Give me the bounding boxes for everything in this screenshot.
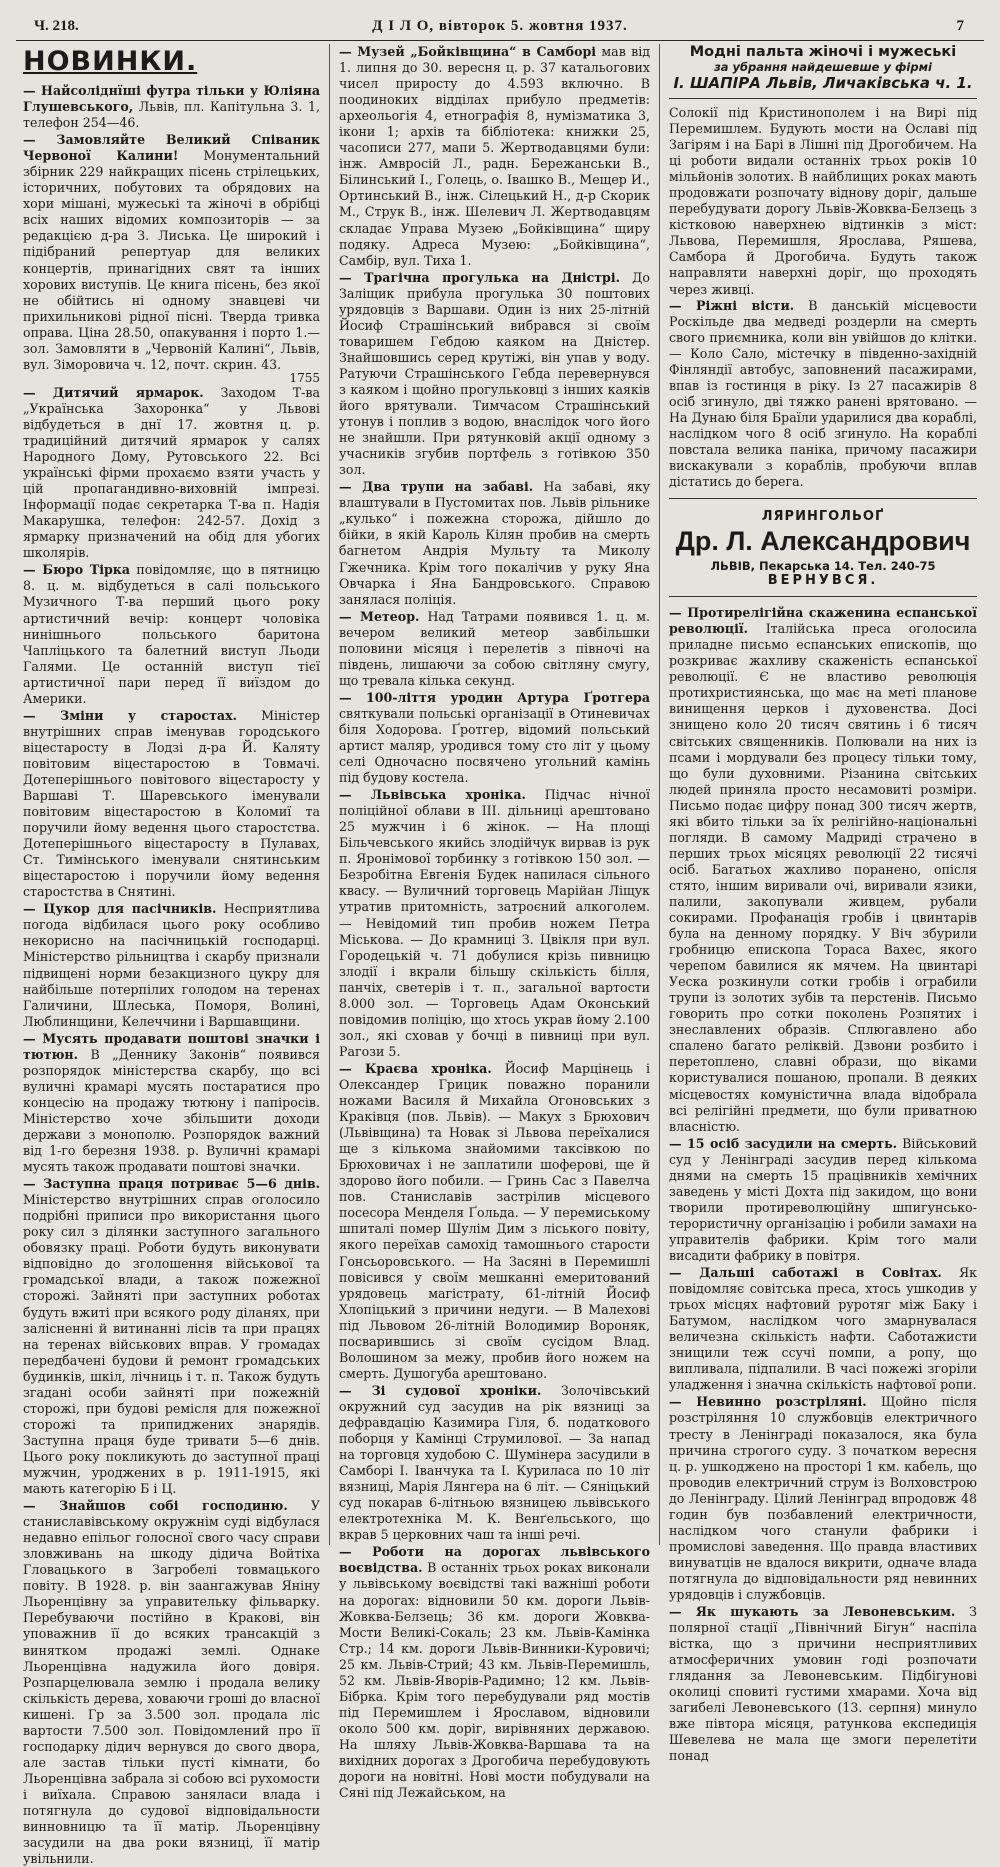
news-item-body: Золочівський окружний суд засудив на рік вязниці за дефравдацію Казимира Гіля, б. податкового поборця у Камінці Струмилової. — За напад на торговця худобою С. Шумінера засудили в Самборі І. Іванчука та І. Куриласа по 10 літ вязниці, Марія Лянгера на 6 літ. — Сяніцький суд покарав 6-літньою вязницею львівського електротехніка М. К. Венґельського, що вкрав 5 церковних чаш та інші речі. (339, 1382, 651, 1543)
news-item-body: У станиславівському окружнім суді відбулася недавно епільог голосної свого часу справи зловживань на шкоду дідича Войтіха Гловацького в Загробелі товмацького повіту. В 1928. р. він заангажував Яніну Льоренцівну за управительку фільварку. Перебуваючи постійно в Кракові, він уповажнив її до всяких трансакцій з винятком продажі землі. Однаке Льоренцівна надужила його довіря. Розпарцелювала землю і продала велику скількість дерева, ховаючи гроші до власної кишені. Гр за 3.500 зол. продала ліс вартости 7.500 зол. Повідомлений про її господарку дідич вернувся до свого двора, але застав тільки пусті кімнати, бо Льоренцівна забрала зі собою всі рухомости і виїхала. Справою заняласи влада і потягнула до судової відповідальности винновницю та її матір. Льоренцівну засудили на два роки вязниці, її матір увільнили. (23, 1498, 320, 1867)
news-item-body: повідомляє, що в пятницю 8. ц. м. відбудеться в салі польського Музичного Т-ва перший цього року артистичний вечір: концерт чоловіка нинішнього польського баритона Чапліцького та балетний виступ Льоди Галями. Це останній виступ тієї артистичної пари перед її виїздом до Америки. (23, 562, 320, 706)
news-item-heading: — Два трупи на забаві. (339, 479, 534, 495)
news-item-body: Військовий суд у Ленінграді засудив перед кількома днями на смерть 15 працівників хемічних заведень у місті Дохта під закидом, що вони творили протиреволюційну шпигунсько-терористичну організацію і робили замахи на управителів фабрики. Крім того мали висадити фабрику в повітря. (669, 1135, 977, 1263)
news-item-heading: — Дитячий ярмарок. (23, 384, 204, 400)
news-item-body: Над Татрами появився 1. ц. м. вечером великий метеор завбільшки половини місяця і перелетів з півночі на південь, лишаючи за собою світляну смугу, що тревала кілька секунд. (339, 608, 650, 688)
news-list-col1 (23, 83, 320, 1867)
news-item (23, 1031, 320, 1175)
ad-subline: за убрання найдешевше у фірмі (714, 60, 932, 74)
news-item-heading: — Протирелігійна скаженина еспанської революції. (669, 605, 977, 637)
column-1 (14, 44, 330, 1867)
news-item-body: В останніх трьох роках виконали у львівському воєвідстві такі важніші роботи на дорогах: відновили 50 км. дороги Львів-Жовква-Белзець; 36 км. дороги Жовква-Мости Великі-Сокаль; 23 км. Львів-Камінка Стр.; 14 км. дороги Львів-Винники-Куровичі; 25 км. Львів-Стрий; 43 км. Львів-Перемишль, 52 км. Львів-Яворів-Радимно; 12 км. Львів-Бібрка. Крім того перебудували ряд мостів під Перемишлем і Ярославом, відновили около 500 км. доріг, вирівняних державою. На шляху Львів-Жовква-Варшава та на вихідних дорогах з Дрогобича перебудовують дороги на новітні. Нові мости побудували на Сяні під Лежайськом, на (339, 1560, 650, 1801)
doctor-name: Др. Л. Александрович (675, 526, 971, 557)
columns (14, 44, 986, 1867)
news-item-body: До Заліщик прибула прогулька 30 поштових урядовців з Варшави. Один із них 25-літній Йосиф Страшінський вибрався зі своїм товаришем Гебдою каяком на Дністер. Знайшовшись серед крутіжі, він упав у воду. Ратуючи Страшінського Гебда перевернувся з каяком і щойно прогульковці з інших каяків його врятували. Тимчасом Страшінський утонув і поплив з водою, внаслідок чого його не знайшли. При рятунковій акції одному з учасників згубив портфель з готівкою 350 зол. (339, 269, 650, 478)
news-item-heading: — Музей „Бойківщина“ в Самборі (339, 44, 597, 59)
news-item-body: Заходом Т-ва „Українська Захоронка“ у Львові відбудеться в днї 17. жовтня ц. р. традиційний дитячий ярмарок у салях Народного Дому, Рутовського 22. Всі українські фірми прохаємо взяти участь у цій пропагандивно-виховній імпрезі. Інформації подає секретарка Т-ва п. Надія Макарушка, телефон: 242-57. Дохід з ярмарку призначений на обід для убогих школярів. (23, 384, 320, 561)
news-item (339, 1383, 650, 1543)
news-list-col2 (339, 44, 650, 1801)
news-item-body: Монументальний збірник 229 найкращих пісень стрілецьких, історичних, побутових та обрядових на хори мішані, мужеські та жіночі в обрібці всіх наших відомих композиторів — за редакцією д-ра З. Лиська. Це широкий і підібраний репертуар для великих концертів, принагідних свят та інших хорових виступів. Це книга пісень, без якої не обійтись ні одному знавцеві чи прихильникові рідної пісні. Тверда тривка оправа. Ціна 28.50, опакування і порто 1.— зол. Замовляти в „Червоній Калині“, Львів, вул. Зіморовича ч. 12, почт. скрин. 43. (23, 148, 320, 372)
news-item-heading: — Замовляйте Великий Співаник Червоної Калини! (23, 132, 320, 164)
page-header (16, 18, 984, 41)
news-item-heading: — Зі судової хроніки. (339, 1382, 542, 1398)
doctor-status: ВЕРНУВСЯ. (767, 573, 879, 589)
news-item (669, 1136, 977, 1264)
news-item (23, 83, 320, 131)
news-item-body: Італійська преса оголосила приладне письмо еспанських епископів, що розкриває жахливу скаженість еспанської революції. Є не властиво революція протихристиянська, що має на меті планове винищення церков і духовенства. Досі знищено коло 20 тисяч святинь і 6 тисяч світських священників. Полювали на них із псами і мордували без процесу тільки тому, що були духовними. Різанина світських людей приняла просто несамовиті розміри. Письмо подає цифру понад 300 тисяч жертв, які вбито тільки за їх релігійно-національні погляди. В самому Мадриді страчено в перших трьох місяцях революції 22 тисячі осіб. Багатьох жахливо поранено, опісля стято, іншим виривали очі, виривали язики, палили, закопували живцем, рубали сокирами. Профанація гробів і цвинтарів була на денному порядку. У Віч збурили гробницю епископа Тораса Вахес, якого черепом бавилися як мячем. На цвинтарі Уеска розкинули сотки гробів і ограбили трупи із золотих зубів та перстенів. Письмо говорить про сотки поколень Розпятих і знеславлених образів. Сплюгавлено або спалено багато реліквій. Дзвони розбито і перетоплено, славні образи, що віками користувалися пошаною, пропали. В деяких місцевостях комуністична влада відобрала всі релігійні предмети, що були приватною власністю. (669, 621, 977, 1134)
news-item-body: На забаві, яку влаштували в Пустомитах пов. Львів рільнике „кулько“ і пожежна сторожа, дійшло до бійки, в якій Кароль Кілян пробив на смерть багнетом Андрія Мульту та Миколу Гжечника. Крім того покалічив у руку Яна Овчарка і Яна Бандровського. Справою занялася поліція. (339, 479, 650, 607)
news-item-body: Як повідомляє совітська преса, хтось ушкодив у трьох місцях нафтовий руротяг між Баку і Батумом, наслідком чого змарнувалася величезна скількість нафти. Саботажисти знищили теж ссучі помпи, а ропу, що випливала, підпалили. В часі пожежі згоріли уладження і значна скількість нафтової ропи. (669, 1265, 977, 1393)
news-item (23, 1176, 320, 1497)
news-item (23, 385, 320, 562)
ad-headline: Модні пальта жіночі і мужеські (689, 44, 957, 60)
news-list-col3a (669, 298, 977, 491)
news-item (339, 609, 650, 689)
masthead-line: Д І Л О, вівторок 5. жовтня 1937. (372, 18, 628, 34)
section-title: НОВИНКИ. (23, 46, 198, 77)
news-item (339, 787, 650, 1060)
news-item-heading: — Мусять продавати поштові значки і тютюн. (23, 1030, 320, 1062)
news-list-col3b (669, 605, 977, 1764)
news-item (339, 1061, 650, 1382)
news-item-heading: — Львівська хроніка. (339, 787, 526, 803)
news-item-heading: — Бюро Тірка (23, 562, 131, 578)
news-item (23, 1498, 320, 1867)
news-item (23, 901, 320, 1029)
column-3 (660, 44, 986, 1764)
issue-number: Ч. 218. (34, 18, 79, 34)
ad-code: 1755 (289, 370, 320, 385)
news-item-heading: — Метеор. (339, 608, 420, 624)
news-item-heading: — Ріжні вісти. (669, 297, 795, 313)
ad-firm: І. ШАПІРА Львів, Личаківська ч. 1. (673, 74, 973, 92)
news-item (669, 605, 977, 1135)
doctor-specialty: ЛЯРИНГОЛЬОҐ (761, 509, 885, 525)
news-item (339, 1544, 650, 1801)
news-item-heading: — 15 осіб засудили на смерть. (669, 1135, 898, 1151)
news-item (669, 1604, 977, 1764)
news-item-body: Міністерство внутрішних справ оголосило подрібні приписи про використання цього року сил з ділянки заступного загального обовязку праці. Роботи будуть виконувати відповідно до зголошення військової та громадської влади, а також пожежної сторожі. Зайняті при заступних роботах будуть вжиті при всякого роду діланях, при залісненні й витинанні лісів та при працях на теренах військових вправ. У громадах передбачені будови й ремонт громадських будинків, шкіл, лічниць і т. п. Також будуть згадані особи зайняті при пожежній сторожі, при будові ремісля для пожежної сторожі та припиджених знарядів. Заступна праця буде тривати 5—6 днів. Цього року покликують до заступної праці мужчин, уроджених в р. 1911-1915, які мають категорію Б і Ц. (23, 1192, 320, 1497)
news-item (339, 270, 650, 479)
news-item-heading: — Дальші саботажі в Совітах. (669, 1265, 942, 1281)
news-item (339, 44, 650, 269)
news-item-heading: — Зміни у старостах. (23, 707, 237, 723)
doctor-advertisement (669, 498, 977, 597)
news-item (339, 479, 650, 607)
news-item-heading: — Трагічна прогулька на Дністрі. (339, 269, 621, 285)
news-item-heading: — Заступна праця потриває 5—6 днів. (23, 1176, 320, 1192)
news-item-body: Щойно після розстріляння 10 службовців електричного тресту в Ленінграді показалося, яка була причина строгого суду. З початком вересня ц. р. ушкоджено на просторі 1 км. кабель, що проводив електричний струм із Волховстрою до Ленінграду. Цілий Ленінград впродовж 48 годин був позбавлений електричности, наслідком чого станули фабрики і промислові заведення. Що правда властивих винуватців не вдалося викрити, одначе влада потягнула до відповідальности ряд невинних урядовців і службовців. (669, 1394, 978, 1602)
page-number: 7 (956, 18, 964, 34)
news-item-heading: — Як шукають за Левоневським. (669, 1604, 956, 1620)
news-item-body: З полярної стації „Північний Бігун“ наспіла вістка, що з причини несприятливих атмосферичних умовин годі розпочати глядання за Левоневським. Підбігунові околиці сповиті густими хмарами. Хоча від загибелі Левоневського (13. серпня) минуло вже півтора місяця, ратункова експедиція Шевелева не мала ще змоги перелетіти понад (669, 1604, 977, 1764)
coat-shop-advertisement (669, 44, 977, 99)
news-item-body: мав від 1. липня до 30. вересня ц. р. 37 катальогових чисел приросту до 4.593 включно. В поодиноких відділах прибуло предметів: археольогія 4, етнографія 8, нумізматика 3, ікони 1; архів та бібліотека: книжки 25, часописи 277, мапи 5. Жертводавцями були: інж. Амвросій Л., радн. Бережанськи В., Білинський І., Голець, о. Івашко В., Мещер И., Ортинський В., інж. Сілецький Н., д-р Скорик М., Струк В., інж. Шелевич Л. Жертводавцям складає Управа Музею „Бойківщина“ щиру подяку. Адреса Музею: „Бойківщина“, Самбір, вул. Тиха 1. (339, 44, 650, 268)
news-item (669, 1394, 977, 1603)
news-item-heading: — Найсоліднїші футра тільки у Юліяна Глушевського, (23, 83, 320, 115)
news-item-heading: — 100-ліття уродин Артура Ґротгера (339, 689, 650, 705)
news-item-heading: — Краєва хроніка. (339, 1060, 492, 1076)
news-item (23, 132, 320, 373)
news-item (23, 562, 320, 706)
news-item-heading: — Цукор для пасічників. (23, 901, 217, 917)
news-item (669, 298, 977, 491)
news-item (339, 690, 650, 786)
news-item-body: Львів, пл. Капітульна 3. 1, телефон 254—46. (23, 99, 320, 131)
news-item-body: Міністер внутрішних справ іменував городського віцестаросту в Лодзі д-ра Й. Каляту повітовим віцестаростою в Товмачі. Дотеперішнього повітового віцестаросту у Варшаві Т. Шаревського іменували повітовим віцестаростою в Коломиї та поручили йому ведення цього старостства. Дотеперішнього віцестаросту в Пулавах, Ст. Тимінського іменували снятинським віцестаростою і поручили йому ведення старостства в Снятині. (23, 707, 320, 900)
column-2 (330, 44, 660, 1801)
news-item-body: святкували польські організації в Отиневичах біля Ходорова. Ґротгер, відомий польський артист маляр, уродився тому сто літ у цьому селі Одночасно посвячено угольний камінь під будову костела. (339, 705, 650, 786)
news-item-body: Підчас нічної поліційної облави в ІІІ. дільниці арештовано 25 мужчин і 6 жінок. — На площі Більчевського якийсь злодійчук вирвав із рук п. Яронімової торбинку з готівкою 150 зол. — Безробітна Евгенія Будек напилася сільного квасу. — Вуличний торговець Марійан Ліщук утратив притомність, затроєний алкоголем. — Невідомий тип пробив ножем Петра Міськова. — До крамниці З. Цвікля при вул. Городецькій ч. 71 добулися крізь пивницю злодії і вкрали більшу скількість білля, панчіх, светерів і т. п., загальної вартости 8.000 зол. — Торговець Адам Оконський повідомив поліцію, що хтось украв йому 2.100 зол., які сховав у бочці в пивниці при вул. Рагози 5. (339, 787, 650, 1059)
roads-continuation: Солокії під Кристинополем і на Вирі під Перемишлем. Будують мости на Ославі під Загірям і на Барі в Лішні під Дрогобичем. На ці роботи видали останніх трьох років 10 мільйонів золотих. В найблищих роках мають продовжати розпочату віднову доріг, дальше перебудувати дорогу Львів-Жовква-Белзець з кістковою наверхнею відтинків з міст: Львова, Перемишля, Ярослава, Ряшева, Самбора й Дрогобича. Будуть також направляти наверхні доріг, що проходять через живці. (669, 105, 977, 297)
news-item (23, 708, 320, 901)
news-item-body: Несприятлива погода відбилася цього року особливо некорисно на пасічницькій господарці. Міністерство рільництва і скарбу признали підвищені норми безакцизного цукру для найбільше потерпілих голодом на теренах Галичини, Шлеська, Поморя, Волині, Люблинщини, Келеччини і Варшавщини. (23, 901, 320, 1029)
news-item-body: В данській місцевости Роскільде два медведі роздерли на смерть свого приємника, коли він увійшов до клітки. — Коло Сало, містечку в південно-західній Фінляндії автобус, заповнений пасажирами, впав із гостинця в ріку. Із 27 пасажирів 8 осіб згинуло, дві тяжко ранені врятовано. — На Дунаю біля Браїли ударилися два кораблі, наслідком чого 8 осіб згинуло. На кораблі повстала велика паніка, причому пасажири вискакували з кораблів, пробуючи вплав дістатись до берега. (669, 297, 977, 490)
news-item-heading: — Невинно розстріляні. (669, 1394, 867, 1410)
news-item-body: В „Деннику Законів“ появився розпорядок міністерства скарбу, що всі вуличні крамарі мусять постаратися про концесію на продажу тютюну і папіросів. Міністерство хоче збільшити доходи держави з монополю. Розпорядок важний від 1-го березня 1938. р. Вуличні крамарі мусять також продавати поштові значки. (23, 1046, 320, 1175)
news-item (669, 1265, 977, 1393)
news-item-body: Йосиф Марцінець і Олександер Грицик поважно поранили ножами Василя й Михайла Огоновських з Краківця (пов. Львів). — Макух з Брюхович (Львівщина) та Новак зі Львова переїхалися ще з кількома знайомими таксівкою по Брюховичах і не заплатили шоферові, ще й здорово його побили. — Гринь Сас з Павелча пов. Станиславів застрілив місцевого посесора Менделя Ґольда. — У перемиському шпиталі помер Шулім Дим з ліського повіту, якого переїхав самохід тамошнього старости Гонсьоровського. — На Засяні в Перемишлі повісився у своїм мешканні емеритований урядовець магістрату, 61-літній Йосиф Хлопіцький з причини недуги. — В Малехові під Львовом 26-літній Володимир Вороняк, посварившись зі своїм сусідом Влад. Волошином за межу, пробив його ножем на смерть. Душогуба арештовано. (339, 1060, 650, 1381)
news-item-heading: — Роботи на дорогах львівського воєвідства. (339, 1544, 650, 1576)
news-item-heading: — Знайшов собі господиню. (23, 1498, 288, 1514)
doctor-address: ЛЬВІВ, Пекарська 14. Тел. 240-75 (710, 559, 936, 574)
